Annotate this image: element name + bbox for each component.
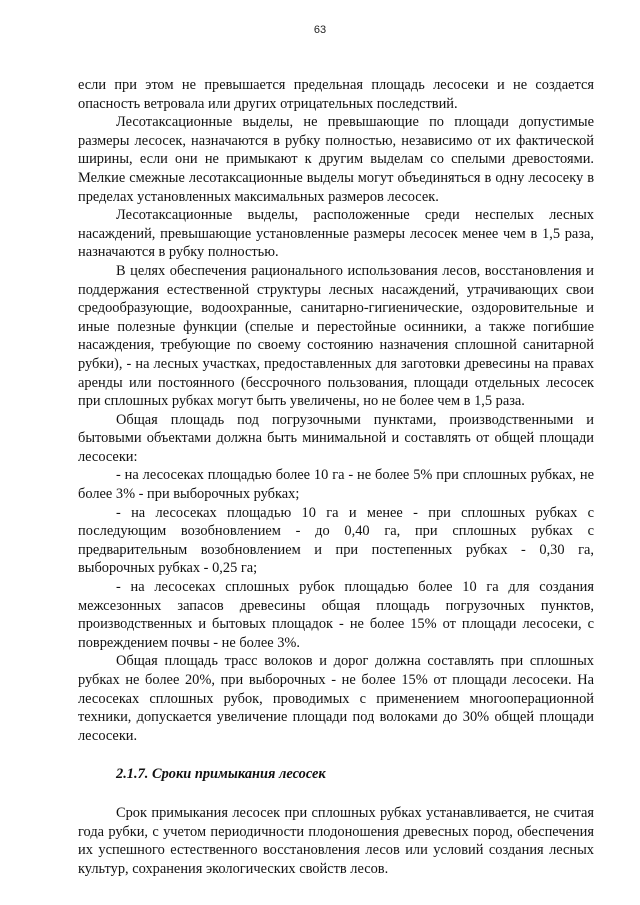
paragraph: Срок примыкания лесосек при сплошных рубках устанавливается, не считая года рубки, с учетом периодичности плодоношения древесных пород, обеспечения их успешного естественного восстановления лесов или условий создания лесных культур, сохранения экологических свойств лесов. xyxy=(78,804,594,877)
list-item: - на лесосеках сплошных рубок площадью более 10 га для создания межсезонных запасов древесины общая площадь погрузочных пунктов, производственных и бытовых площадок - не более 15% от площади лесосеки, с повреждением почвы - не более 3%. xyxy=(78,579,594,651)
paragraph-continuation: если при этом не превышается предельная площадь лесосеки и не создается опасность ветровала или других отрицательных последствий. xyxy=(78,77,594,112)
paragraph: В целях обеспечения рационального использования лесов, восстановления и поддержания естественной структуры лесных насаждений, утрачивающих свои средообразующие, водоохранные, санитарно-гигиенические, оздоровительные и иные полезные функции (спелые и перестойные осинники, а также погибшие насаждения, требующие по своему состоянию назначения сплошной санитарной рубки), - на лесных участках, предоставленных для заготовки древесины на правах аренды или постоянного (бессрочного пользования, площади отдельных лесосек при сплошных рубках могут быть увеличены, но не более чем в 1,5 раза. xyxy=(78,262,594,410)
paragraph: Лесотаксационные выделы, расположенные среди неспелых лесных насаждений, превышающие установленные размеры лесосек менее чем в 1,5 раза, назначаются в рубку полностью. xyxy=(78,207,594,261)
paragraph: Общая площадь трасс волоков и дорог должна составлять при сплошных рубках не более 20%, при выборочных - не более 15% от площади лесосеки. На лесосеках сплошных рубок, проводимых с применением многооперационной техники, допускается увеличение площади под волоками до 30% общей площади лесосеки. xyxy=(78,653,594,744)
paragraph: Лесотаксационные выделы, не превышающие по площади допустимые размеры лесосек, назначаются в рубку полностью, независимо от их фактической ширины, если они не примыкают к другим выделам со спелыми древостоями. Мелкие смежные лесотаксационные выделы могут объединяться в одну лесосеку в пределах установленных максимальных размеров лесосек. xyxy=(78,114,594,205)
list-item: - на лесосеках площадью 10 га и менее - при сплошных рубках с последующим возобновлением - до 0,40 га, при сплошных рубках с предварительным возобновлением и при постепенных рубках - 0,30 га, выборочных рубках - 0,25 га; xyxy=(78,504,594,577)
section-heading: 2.1.7. Сроки примыкания лесосек xyxy=(116,766,326,783)
body-text xyxy=(78,76,594,878)
paragraph: Общая площадь под погрузочными пунктами, производственными и бытовыми объектами должна быть минимальной и составлять от общей площади лесосеки: xyxy=(78,411,594,465)
page-number: 63 xyxy=(313,24,327,36)
list-item: - на лесосеках площадью более 10 га - не более 5% при сплошных рубках, не более 3% - при выборочных рубках; xyxy=(78,467,594,503)
